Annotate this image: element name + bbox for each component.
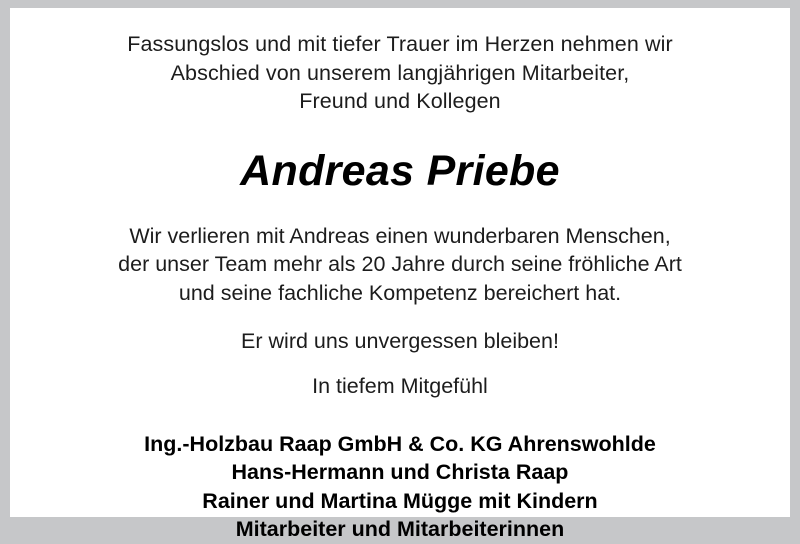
- deceased-name: Andreas Priebe: [240, 146, 560, 195]
- signer-line: Rainer und Martina Mügge mit Kindern: [202, 488, 598, 513]
- obituary-card: [10, 8, 790, 542]
- closing-line-sympathy: In tiefem Mitgefühl: [312, 373, 488, 398]
- signers-block: [144, 430, 656, 544]
- body-line: Wir verlieren mit Andreas einen wunderbaren Menschen,: [129, 223, 671, 248]
- closing-line-remembrance: Er wird uns unvergessen bleiben!: [241, 328, 559, 353]
- signer-line: Mitarbeiter und Mitarbeiterinnen: [235, 517, 565, 542]
- body-line: der unser Team mehr als 20 Jahre durch seine fröhliche Art: [118, 252, 682, 277]
- signer-line: Ing.-Holzbau Raap GmbH & Co. KG Ahrenswohlde: [144, 431, 656, 456]
- body-line: und seine fachliche Kompetenz bereichert hat.: [178, 280, 622, 305]
- signer-line: Hans-Hermann und Christa Raap: [231, 460, 569, 485]
- intro-text: [127, 30, 673, 116]
- intro-line: Abschied von unserem langjährigen Mitarbeiter,: [170, 60, 630, 85]
- body-text: [118, 222, 682, 308]
- intro-line: Fassungslos und mit tiefer Trauer im Herzen nehmen wir: [127, 32, 673, 56]
- intro-line: Freund und Kollegen: [299, 89, 501, 114]
